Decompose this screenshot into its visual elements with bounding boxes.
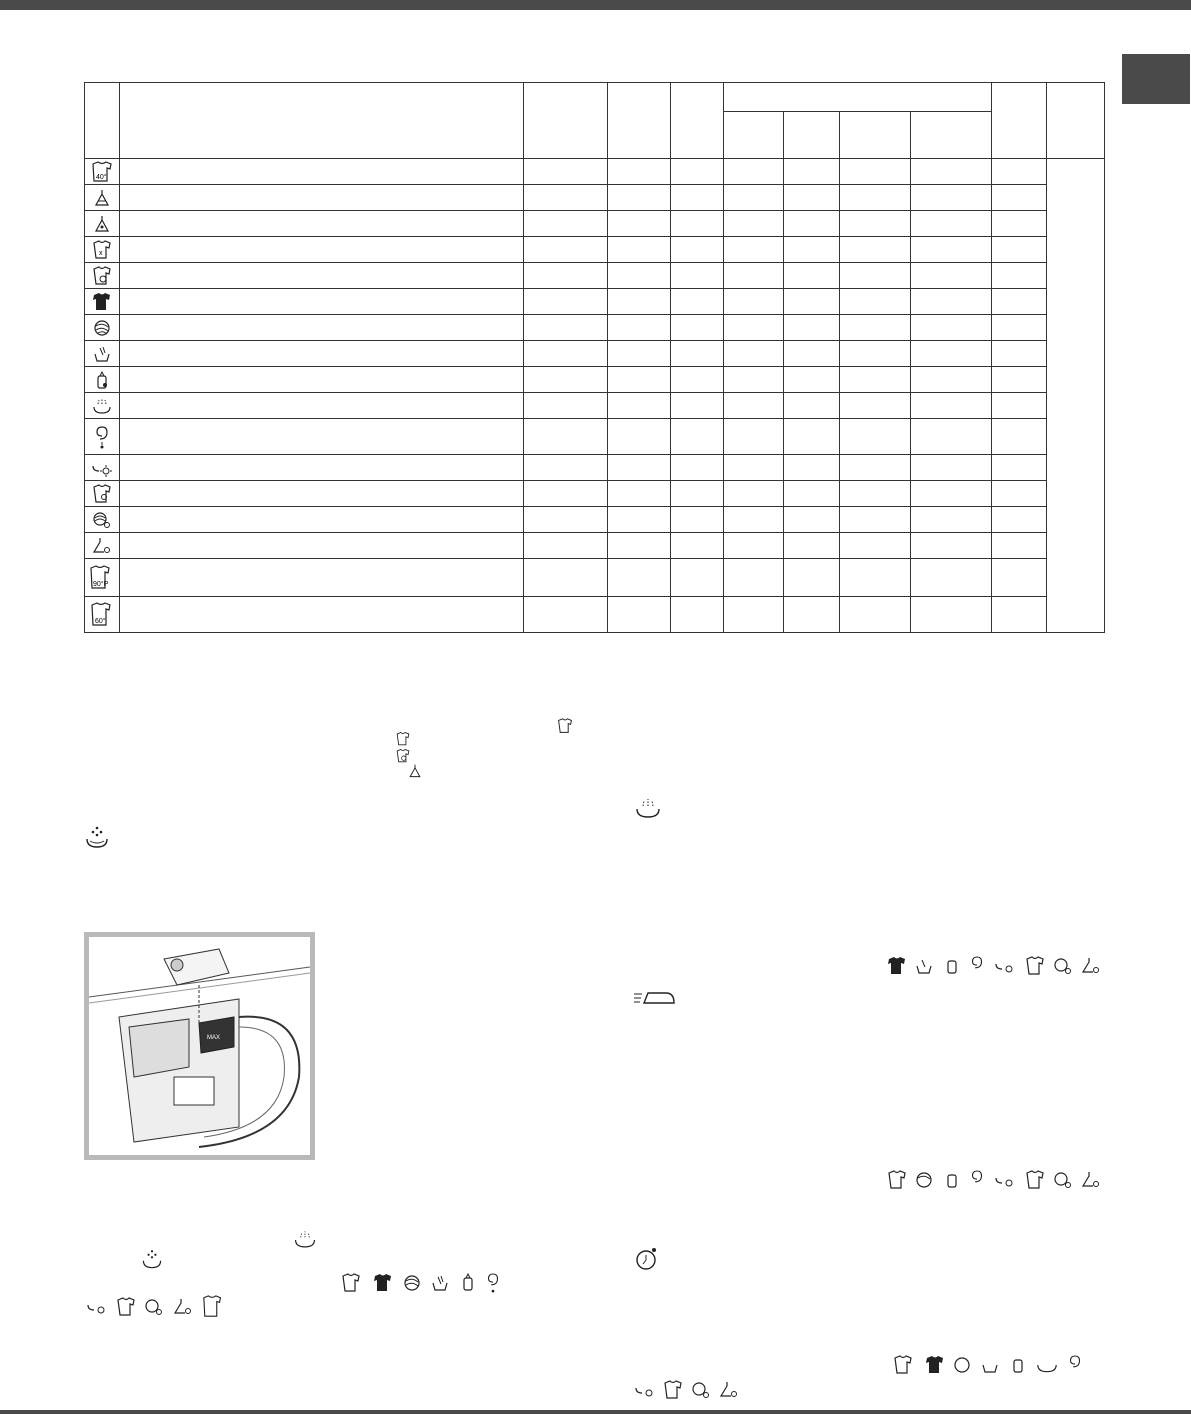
quick-sun-icon xyxy=(634,1380,656,1400)
dark-shirt-icon xyxy=(91,292,113,312)
synthetic-icon xyxy=(407,763,423,779)
programme-table xyxy=(84,82,1105,633)
table-row xyxy=(85,419,1105,455)
mixed-icon xyxy=(886,1170,908,1190)
quick-sun-icon xyxy=(994,1170,1016,1190)
prewash-icon xyxy=(293,1229,317,1251)
eco-spiral-icon xyxy=(968,954,986,978)
table-row xyxy=(85,367,1105,393)
header-cell-duration xyxy=(1047,83,1105,159)
duration-merged-cell xyxy=(1047,159,1105,633)
table-row xyxy=(85,507,1105,533)
header-cell-bleach xyxy=(911,112,992,159)
prewash-icon xyxy=(1034,1355,1060,1375)
header-cell-load xyxy=(671,83,724,159)
mixed-icon xyxy=(340,1273,362,1293)
table-row xyxy=(85,289,1105,315)
synthetic-sun-icon xyxy=(718,1380,740,1400)
dark-shirt-icon xyxy=(886,956,908,976)
mixed-icon xyxy=(91,240,113,260)
svg-text:60°: 60° xyxy=(95,617,106,625)
quick-sun-icon xyxy=(994,956,1016,976)
header-cell-temperature xyxy=(524,83,608,159)
wool-icon xyxy=(952,1355,972,1375)
table-row xyxy=(85,597,1105,633)
cotton-90p-icon xyxy=(200,1295,228,1319)
wool-icon xyxy=(914,1170,934,1190)
prewash-icon xyxy=(84,823,110,851)
eco-spiral-icon xyxy=(968,1168,986,1192)
table-row xyxy=(85,455,1105,481)
cotton-90p-icon xyxy=(88,565,116,591)
header-cell-softener xyxy=(840,112,911,159)
table-row xyxy=(85,341,1105,367)
shirt-sun-icon xyxy=(1024,1170,1046,1190)
detergent-drawer-illustration xyxy=(84,932,315,1160)
baby-bottle-icon xyxy=(92,370,112,390)
wool-sun-icon xyxy=(690,1380,712,1400)
eco-spiral-icon xyxy=(484,1271,502,1295)
table-row xyxy=(85,533,1105,559)
svg-text:90°P: 90°P xyxy=(93,580,109,588)
table-row xyxy=(85,237,1105,263)
hand-wash-icon xyxy=(914,956,934,976)
prewash-icon xyxy=(91,396,113,416)
table-row xyxy=(85,315,1105,341)
wool-sun-icon xyxy=(91,510,113,530)
synthetic-icon xyxy=(92,188,112,208)
synthetic-sun-icon xyxy=(91,536,113,556)
top-bar xyxy=(0,0,1191,10)
synthetic-sun-icon xyxy=(172,1297,194,1317)
synthetic-sun-icon xyxy=(1080,1170,1102,1190)
header-cell-icon xyxy=(85,83,120,159)
header-cell-speed xyxy=(608,83,671,159)
hand-wash-icon xyxy=(980,1355,1000,1375)
hand-wash-icon xyxy=(92,344,112,364)
mixed-icon xyxy=(892,1355,914,1375)
language-tab xyxy=(1122,54,1190,104)
cotton-stain-icon xyxy=(395,748,411,764)
wool-icon xyxy=(92,318,112,338)
wool-sun-icon xyxy=(1052,956,1074,976)
baby-bottle-icon xyxy=(458,1271,478,1293)
header-cell-max-load xyxy=(992,83,1047,159)
timer-icon xyxy=(634,1244,660,1272)
cotton-40-icon xyxy=(395,731,411,747)
hand-wash-icon xyxy=(430,1273,450,1293)
header-cell-prewash xyxy=(724,112,784,159)
wool-icon xyxy=(402,1273,422,1293)
header-cell-detergents xyxy=(724,83,992,112)
cotton-60-icon xyxy=(89,602,115,628)
quick-sun-icon xyxy=(91,458,113,478)
iron-icon xyxy=(632,989,676,1007)
svg-text:x: x xyxy=(99,249,103,257)
baby-bottle-icon xyxy=(942,954,962,976)
svg-text:40°: 40° xyxy=(96,173,107,181)
quick-sun-icon xyxy=(86,1297,108,1317)
bottom-rule xyxy=(0,1410,1191,1414)
dark-shirt-icon xyxy=(372,1273,394,1293)
cotton-40-icon xyxy=(90,161,114,183)
dark-shirt-icon xyxy=(924,1355,946,1375)
header-cell-programme xyxy=(120,83,524,159)
header-cell-wash xyxy=(784,112,840,159)
cotton-60-icon xyxy=(556,718,574,734)
table-row xyxy=(85,481,1105,507)
shirt-sun-icon xyxy=(91,484,113,504)
table-row xyxy=(85,393,1105,419)
shirt-sun-icon xyxy=(1024,956,1046,976)
prewash-icon xyxy=(634,797,662,821)
eco-spiral-icon xyxy=(92,424,112,450)
baby-bottle-icon xyxy=(1008,1353,1028,1375)
cotton-stain-icon xyxy=(91,266,113,286)
table-row xyxy=(85,559,1105,597)
table-row xyxy=(85,263,1105,289)
prewash-icon xyxy=(140,1247,164,1271)
table-row xyxy=(85,185,1105,211)
wool-sun-icon xyxy=(1052,1170,1074,1190)
shirt-sun-icon xyxy=(115,1297,137,1317)
shirt-sun-icon xyxy=(662,1380,684,1400)
wool-sun-icon xyxy=(143,1297,165,1317)
table-row xyxy=(85,159,1105,185)
table-row xyxy=(85,211,1105,237)
svg-text:MAX: MAX xyxy=(207,1035,221,1041)
synthetic-sun-icon xyxy=(1080,956,1102,976)
synthetic-stain-icon xyxy=(92,214,112,234)
baby-bottle-icon xyxy=(942,1168,962,1190)
eco-spiral-icon xyxy=(1066,1353,1084,1377)
